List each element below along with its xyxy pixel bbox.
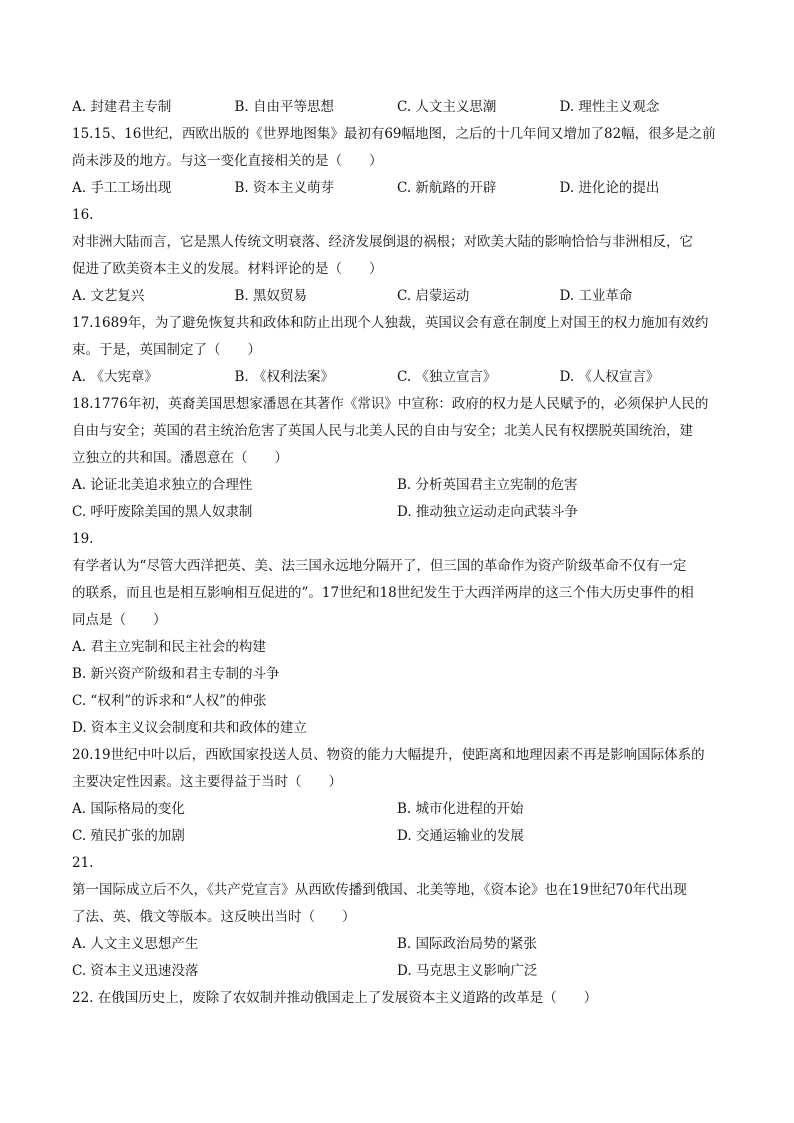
q16-option-a: A. 文艺复兴 bbox=[72, 288, 145, 304]
q14-option-a: A. 封建君主专制 bbox=[72, 99, 172, 115]
q18-stem-line2: 自由与安全；英国的君主统治危害了英国人民与北美人民的自由与安全；北美人民有权摆脱英国统治，建 bbox=[72, 423, 693, 439]
exam-page bbox=[72, 94, 722, 1012]
q18-stem-line3: 立独立的共和国。潘恩意在（ ） bbox=[72, 450, 288, 466]
q18-options-row1 bbox=[72, 472, 722, 499]
q16-stem-line1: 对非洲大陆而言，它是黑人传统文明衰落、经济发展倒退的祸根；对欧美大陆的影响恰恰与非洲相反，它 bbox=[72, 234, 693, 250]
q18-options-row2 bbox=[72, 499, 722, 526]
q21-stem-line1: 第一国际成立后不久，《共产党宣言》从西欧传播到俄国、北美等地，《资本论》也在19世纪70年代出现 bbox=[72, 882, 687, 898]
q22-stem-line1: 22. 在俄国历史上，废除了农奴制并推动俄国走上了发展资本主义道路的改革是（ ） bbox=[72, 990, 598, 1006]
q17-option-c: C. 《独立宣言》 bbox=[397, 369, 497, 385]
q21-option-a: A. 人文主义思想产生 bbox=[72, 936, 199, 952]
q14-options bbox=[72, 94, 722, 121]
q19-option-a: A. 君主立宪制和民主社会的构建 bbox=[72, 639, 266, 655]
q20-option-d: D. 交通运输业的发展 bbox=[397, 828, 524, 844]
q19-stem-line3: 同点是（ ） bbox=[72, 612, 167, 628]
q16-number: 16. bbox=[72, 207, 94, 223]
q21-options-row2 bbox=[72, 958, 722, 985]
q16-stem-line2: 促进了欧美资本主义的发展。材料评论的是（ ） bbox=[72, 261, 383, 277]
q18-option-a: A. 论证北美追求独立的合理性 bbox=[72, 477, 253, 493]
q20-options-row2 bbox=[72, 823, 722, 850]
q17-option-a: A. 《大宪章》 bbox=[72, 369, 158, 385]
q21-stem-line2: 了法、英、俄文等版本。这反映出当时（ ） bbox=[72, 909, 356, 925]
q18-option-d: D. 推动独立运动走向武装斗争 bbox=[397, 504, 578, 520]
q18-option-b: B. 分析英国君主立宪制的危害 bbox=[397, 477, 578, 493]
q19-number: 19. bbox=[72, 531, 94, 547]
q17-option-b: B. 《权利法案》 bbox=[234, 369, 335, 385]
q17-options bbox=[72, 364, 722, 391]
q21-number: 21. bbox=[72, 855, 94, 871]
q16-option-c: C. 启蒙运动 bbox=[397, 288, 470, 304]
q15-option-a: A. 手工工场出现 bbox=[72, 180, 172, 196]
q15-stem-line1: 15.15、16世纪，西欧出版的《世界地图集》最初有69幅地图，之后的十几年间又增加了82幅，很多是之前 bbox=[72, 126, 716, 142]
q17-option-d: D. 《人权宣言》 bbox=[559, 369, 660, 385]
q20-stem-line1: 20.19世纪中叶以后，西欧国家投送人员、物资的能力大幅提升，使距离和地理因素不再是影响国际体系的 bbox=[72, 747, 705, 763]
q16-option-b: B. 黑奴贸易 bbox=[234, 288, 308, 304]
q21-option-c: C. 资本主义迅速没落 bbox=[72, 963, 199, 979]
q15-option-c: C. 新航路的开辟 bbox=[397, 180, 497, 196]
q19-option-b: B. 新兴资产阶级和君主专制的斗争 bbox=[72, 666, 280, 682]
q14-option-c: C. 人文主义思潮 bbox=[397, 99, 497, 115]
q14-option-b: B. 自由平等思想 bbox=[234, 99, 335, 115]
q19-stem-line1: 有学者认为“尽管大西洋把英、美、法三国永远地分隔开了，但三国的革命作为资产阶级革命不仅有一定 bbox=[72, 558, 687, 574]
q15-option-b: B. 资本主义萌芽 bbox=[234, 180, 335, 196]
q19-stem-line2: 的联系，而且也是相互影响相互促进的”。17世纪和18世纪发生于大西洋两岸的这三个伟大历史事件的相 bbox=[72, 585, 694, 601]
q14-option-d: D. 理性主义观念 bbox=[559, 99, 660, 115]
q16-options bbox=[72, 283, 722, 310]
q20-option-c: C. 殖民扩张的加剧 bbox=[72, 828, 185, 844]
q15-stem-line2: 尚未涉及的地方。与这一变化直接相关的是（ ） bbox=[72, 153, 383, 169]
q18-option-c: C. 呼吁废除美国的黑人奴隶制 bbox=[72, 504, 253, 520]
q21-options-row1 bbox=[72, 931, 722, 958]
q19-option-c: C. “权利”的诉求和“人权”的伸张 bbox=[72, 693, 267, 709]
q21-option-b: B. 国际政治局势的紧张 bbox=[397, 936, 538, 952]
q16-option-d: D. 工业革命 bbox=[559, 288, 633, 304]
q20-options-row1 bbox=[72, 796, 722, 823]
q20-option-b: B. 城市化进程的开始 bbox=[397, 801, 524, 817]
q17-stem-line1: 17.1689年，为了避免恢复共和政体和防止出现个人独裁，英国议会有意在制度上对国王的权力施加有效约 bbox=[72, 315, 709, 331]
q20-stem-line2: 主要决定性因素。这主要得益于当时（ ） bbox=[72, 774, 342, 790]
q15-option-d: D. 进化论的提出 bbox=[559, 180, 660, 196]
q17-stem-line2: 束。于是，英国制定了（ ） bbox=[72, 342, 261, 358]
q21-option-d: D. 马克思主义影响广泛 bbox=[397, 963, 538, 979]
q20-option-a: A. 国际格局的变化 bbox=[72, 801, 185, 817]
q19-option-d: D. 资本主义议会制度和共和政体的建立 bbox=[72, 720, 307, 736]
q18-stem-line1: 18.1776年初，英裔美国思想家潘恩在其著作《常识》中宣称：政府的权力是人民赋予的，必须保护人民的 bbox=[72, 396, 709, 412]
q15-options bbox=[72, 175, 722, 202]
